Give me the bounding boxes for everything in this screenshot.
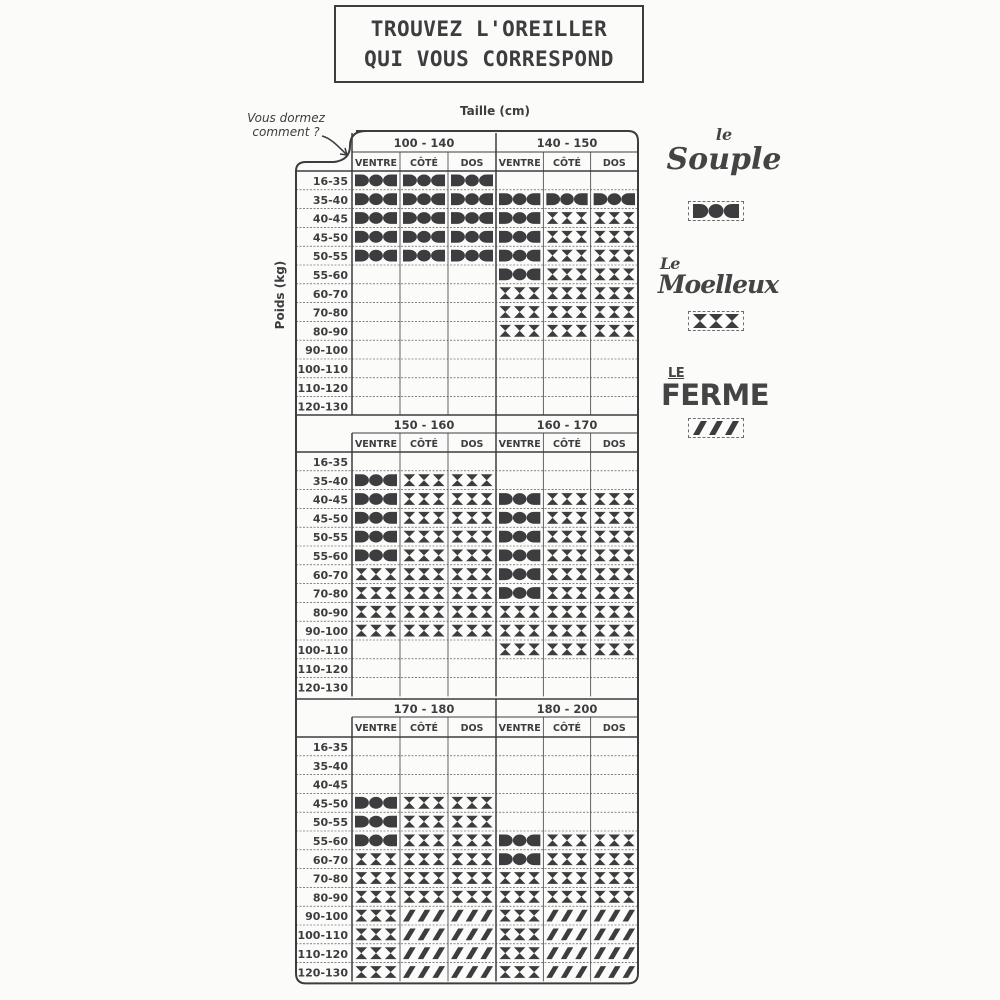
hourglass-pattern-icon <box>500 947 540 959</box>
height-range-label: 150 - 160 <box>393 418 455 432</box>
hourglass-pattern-icon <box>500 929 540 941</box>
hourglass-pattern-icon <box>594 212 634 224</box>
hourglass-pattern-icon <box>547 606 587 618</box>
weight-label: 35-40 <box>312 193 348 207</box>
semicircle-pattern-icon <box>451 193 493 205</box>
semicircle-pattern-icon <box>499 587 540 599</box>
hourglass-pattern-icon <box>547 269 587 281</box>
weight-label: 80-90 <box>312 891 348 905</box>
semicircle-pattern-icon <box>451 231 493 243</box>
hourglass-pattern-icon <box>594 269 634 281</box>
weight-label: 60-70 <box>312 287 348 301</box>
hourglass-pattern-icon <box>594 606 634 618</box>
diagonal-stripes-pattern-icon <box>403 929 445 941</box>
weight-label: 120-130 <box>297 681 348 695</box>
hourglass-pattern-icon <box>452 816 493 828</box>
semicircle-pattern-icon <box>355 193 397 205</box>
weight-label: 35-40 <box>312 474 348 488</box>
hourglass-pattern-icon <box>547 891 587 903</box>
semicircle-pattern-icon <box>355 474 397 486</box>
semicircle-pattern-icon <box>355 550 397 562</box>
hourglass-pattern-icon <box>356 872 397 884</box>
diagonal-stripes-pattern-icon <box>689 419 743 437</box>
semicircle-pattern-icon <box>355 531 397 543</box>
semicircle-pattern-icon <box>451 250 493 262</box>
hourglass-pattern-icon <box>547 306 587 318</box>
weight-label: 55-60 <box>312 835 348 848</box>
position-label: CÔTÉ <box>552 723 582 734</box>
height-axis-label: Taille (cm) <box>460 104 530 118</box>
legend-moelleux-prefix: Le <box>660 254 680 273</box>
legend-souple-prefix: le <box>715 125 733 144</box>
weight-label: 55-60 <box>312 550 348 563</box>
weight-label: 90-100 <box>305 344 348 358</box>
semicircle-pattern-icon <box>499 269 540 281</box>
hourglass-pattern-icon <box>594 325 634 337</box>
diagonal-stripes-pattern-icon <box>594 947 635 959</box>
hint-line-1: Vous dormez <box>247 111 325 125</box>
semicircle-pattern-icon <box>403 193 445 205</box>
hourglass-pattern-icon <box>404 853 445 865</box>
hourglass-pattern-icon <box>547 250 587 262</box>
diagonal-stripes-pattern-icon <box>451 966 493 978</box>
position-label: DOS <box>602 158 626 169</box>
hourglass-pattern-icon <box>452 531 493 543</box>
hourglass-pattern-icon <box>452 606 493 618</box>
hourglass-pattern-icon <box>500 306 540 318</box>
semicircle-pattern-icon <box>355 512 397 524</box>
hourglass-pattern-icon <box>594 550 634 562</box>
semicircle-pattern-icon <box>403 175 445 187</box>
diagonal-stripes-pattern-icon <box>546 947 587 959</box>
semicircle-pattern-icon <box>355 816 397 828</box>
hourglass-pattern-icon <box>452 835 493 847</box>
hourglass-pattern-icon <box>547 625 587 637</box>
hourglass-pattern-icon <box>404 797 445 809</box>
semicircle-pattern-icon <box>355 231 397 243</box>
legend-ferme-prefix: LE <box>668 366 685 381</box>
title-line-1: TROUVEZ L'OREILLER <box>370 17 608 41</box>
weight-label: 16-35 <box>312 456 348 469</box>
hourglass-pattern-icon <box>547 531 587 543</box>
diagonal-stripes-pattern-icon <box>546 910 587 922</box>
weight-label: 70-80 <box>312 872 348 886</box>
hourglass-pattern-icon <box>547 568 587 580</box>
hourglass-pattern-icon <box>452 550 493 562</box>
position-label: VENTRE <box>354 723 398 734</box>
weight-label: 40-45 <box>312 212 348 226</box>
hourglass-pattern-icon <box>404 891 445 903</box>
diagonal-stripes-pattern-icon <box>594 966 635 978</box>
weight-label: 45-50 <box>312 797 348 811</box>
height-range-label: 180 - 200 <box>536 702 598 716</box>
hourglass-pattern-icon <box>452 797 493 809</box>
position-label: VENTRE <box>498 723 541 734</box>
position-label: DOS <box>460 439 484 450</box>
hourglass-pattern-icon <box>594 891 634 903</box>
hourglass-pattern-icon <box>594 587 634 599</box>
hourglass-pattern-icon <box>500 910 540 922</box>
weight-label: 40-45 <box>312 778 348 792</box>
hourglass-pattern-icon <box>500 625 540 637</box>
weight-label: 90-100 <box>305 910 348 924</box>
position-label: CÔTÉ <box>409 439 439 450</box>
hourglass-pattern-icon <box>594 644 634 656</box>
weight-label: 60-70 <box>312 853 348 867</box>
semicircle-pattern-icon <box>499 250 540 262</box>
hourglass-pattern-icon <box>594 231 634 243</box>
hourglass-pattern-icon <box>404 835 445 847</box>
legend-moelleux-swatch <box>688 311 744 331</box>
hourglass-pattern-icon <box>547 587 587 599</box>
position-label: CÔTÉ <box>552 439 582 450</box>
hourglass-pattern-icon <box>594 625 634 637</box>
position-label: VENTRE <box>498 439 541 450</box>
hourglass-pattern-icon <box>500 606 540 618</box>
weight-label: 70-80 <box>312 306 348 320</box>
hourglass-pattern-icon <box>356 947 397 959</box>
diagonal-stripes-pattern-icon <box>594 910 635 922</box>
hourglass-pattern-icon <box>594 306 634 318</box>
hourglass-pattern-icon <box>404 872 445 884</box>
hourglass-pattern-icon <box>356 966 397 978</box>
weight-axis-label: Poids (kg) <box>273 260 287 330</box>
weight-label: 35-40 <box>312 759 348 773</box>
hourglass-pattern-icon <box>356 910 397 922</box>
legend-souple-swatch <box>688 201 744 221</box>
weight-label: 90-100 <box>305 625 348 639</box>
legend-ferme-name: FERME <box>660 378 770 412</box>
hourglass-pattern-icon <box>404 531 445 543</box>
hourglass-pattern-icon <box>594 287 634 299</box>
semicircle-pattern-icon <box>499 512 540 524</box>
legend-moelleux-name: Moelleux <box>657 270 779 299</box>
position-label: CÔTÉ <box>409 723 439 734</box>
hourglass-pattern-icon <box>356 929 397 941</box>
weight-label: 16-35 <box>312 741 348 754</box>
hourglass-pattern-icon <box>547 853 587 865</box>
weight-label: 110-120 <box>297 662 348 676</box>
hourglass-pattern-icon <box>500 644 540 656</box>
semicircle-pattern-icon <box>499 193 540 205</box>
position-label: CÔTÉ <box>409 158 439 169</box>
hourglass-pattern-icon <box>500 872 540 884</box>
hourglass-pattern-icon <box>404 606 445 618</box>
hourglass-pattern-icon <box>547 872 587 884</box>
hourglass-pattern-icon <box>500 287 540 299</box>
semicircle-pattern-icon <box>546 193 587 205</box>
hourglass-pattern-icon <box>404 816 445 828</box>
hourglass-pattern-icon <box>500 966 540 978</box>
diagonal-stripes-pattern-icon <box>403 947 445 959</box>
semicircle-pattern-icon <box>451 175 493 187</box>
diagonal-stripes-pattern-icon <box>451 947 493 959</box>
height-range-label: 160 - 170 <box>536 418 598 432</box>
weight-label: 120-130 <box>297 400 348 414</box>
weight-label: 45-50 <box>312 512 348 526</box>
weight-label: 80-90 <box>312 325 348 339</box>
legend-moelleux-label <box>656 254 780 299</box>
hourglass-pattern-icon <box>356 891 397 903</box>
semicircle-pattern-icon <box>499 531 540 543</box>
hourglass-pattern-icon <box>594 853 634 865</box>
semicircle-pattern-icon <box>403 231 445 243</box>
diagonal-stripes-pattern-icon <box>403 966 445 978</box>
semicircle-pattern-icon <box>499 212 540 224</box>
semicircle-pattern-icon <box>355 175 397 187</box>
semicircle-pattern-icon <box>451 212 493 224</box>
position-label: DOS <box>460 723 484 734</box>
hourglass-pattern-icon <box>404 493 445 505</box>
hourglass-pattern-icon <box>452 568 493 580</box>
diagonal-stripes-pattern-icon <box>546 929 587 941</box>
semicircle-pattern-icon <box>499 835 540 847</box>
weight-label: 60-70 <box>312 568 348 582</box>
hourglass-pattern-icon <box>356 568 397 580</box>
legend-souple-name: Souple <box>666 142 782 177</box>
semicircle-pattern-icon <box>355 797 397 809</box>
semicircle-pattern-icon <box>355 835 397 847</box>
hourglass-pattern-icon <box>547 644 587 656</box>
semicircle-pattern-icon <box>403 212 445 224</box>
height-range-label: 140 - 150 <box>536 136 598 150</box>
semicircle-pattern-icon <box>594 193 635 205</box>
hourglass-pattern-icon <box>452 512 493 524</box>
weight-label: 70-80 <box>312 587 348 601</box>
hourglass-pattern-icon <box>594 493 634 505</box>
weight-label: 100-110 <box>297 929 348 942</box>
weight-label: 110-120 <box>297 381 348 395</box>
weight-label: 55-60 <box>312 269 348 282</box>
position-label: VENTRE <box>354 158 398 169</box>
hourglass-pattern-icon <box>404 550 445 562</box>
weight-label: 40-45 <box>312 493 348 507</box>
semicircle-pattern-icon <box>355 250 397 262</box>
semicircle-pattern-icon <box>499 231 540 243</box>
hint-line-2: comment ? <box>252 125 320 139</box>
hourglass-pattern-icon <box>594 872 634 884</box>
position-label: VENTRE <box>498 158 541 169</box>
height-range-label: 170 - 180 <box>393 702 455 716</box>
hourglass-pattern-icon <box>547 512 587 524</box>
hourglass-pattern-icon <box>500 325 540 337</box>
diagonal-stripes-pattern-icon <box>451 910 493 922</box>
hourglass-pattern-icon <box>594 512 634 524</box>
hourglass-pattern-icon <box>547 325 587 337</box>
weight-label: 110-120 <box>297 947 348 961</box>
hourglass-pattern-icon <box>452 891 493 903</box>
hourglass-pattern-icon <box>356 625 397 637</box>
hourglass-pattern-icon <box>404 474 445 486</box>
weight-label: 100-110 <box>297 363 348 376</box>
hourglass-pattern-icon <box>452 872 493 884</box>
hourglass-pattern-icon <box>356 853 397 865</box>
diagonal-stripes-pattern-icon <box>403 910 445 922</box>
hourglass-pattern-icon <box>404 587 445 599</box>
weight-label: 80-90 <box>312 606 348 620</box>
hourglass-pattern-icon <box>404 625 445 637</box>
weight-label: 120-130 <box>297 966 348 980</box>
hourglass-pattern-icon <box>547 493 587 505</box>
title-line-2: QUI VOUS CORRESPOND <box>364 47 614 71</box>
semicircle-pattern-icon <box>499 853 540 865</box>
semicircle-pattern-icon <box>403 250 445 262</box>
diagonal-stripes-pattern-icon <box>546 966 587 978</box>
weight-label: 16-35 <box>312 175 348 188</box>
hourglass-pattern-icon <box>689 312 743 330</box>
hourglass-pattern-icon <box>547 835 587 847</box>
semicircle-pattern-icon <box>499 493 540 505</box>
hourglass-pattern-icon <box>452 493 493 505</box>
semicircle-pattern-icon <box>355 212 397 224</box>
weight-label: 45-50 <box>312 231 348 245</box>
hourglass-pattern-icon <box>356 606 397 618</box>
semicircle-pattern-icon <box>499 550 540 562</box>
weight-label: 50-55 <box>312 531 348 545</box>
hourglass-pattern-icon <box>452 587 493 599</box>
hourglass-pattern-icon <box>547 212 587 224</box>
hourglass-pattern-icon <box>594 531 634 543</box>
hourglass-pattern-icon <box>547 287 587 299</box>
hourglass-pattern-icon <box>500 891 540 903</box>
hourglass-pattern-icon <box>547 550 587 562</box>
hourglass-pattern-icon <box>452 853 493 865</box>
position-label: DOS <box>602 723 626 734</box>
weight-label: 50-55 <box>312 250 348 264</box>
hourglass-pattern-icon <box>547 231 587 243</box>
hourglass-pattern-icon <box>404 512 445 524</box>
weight-label: 50-55 <box>312 816 348 830</box>
weight-label: 100-110 <box>297 644 348 657</box>
position-label: DOS <box>460 158 484 169</box>
legend-ferme-swatch <box>688 418 744 438</box>
position-label: CÔTÉ <box>552 158 582 169</box>
height-range-label: 100 - 140 <box>393 136 455 150</box>
hourglass-pattern-icon <box>404 568 445 580</box>
semicircle-pattern-icon <box>689 202 743 220</box>
position-label: VENTRE <box>354 439 398 450</box>
hourglass-pattern-icon <box>452 625 493 637</box>
hourglass-pattern-icon <box>594 835 634 847</box>
hourglass-pattern-icon <box>594 568 634 580</box>
position-label: DOS <box>602 439 626 450</box>
legend-ferme-label <box>660 366 770 412</box>
diagonal-stripes-pattern-icon <box>451 929 493 941</box>
hourglass-pattern-icon <box>452 474 493 486</box>
hourglass-pattern-icon <box>356 587 397 599</box>
hourglass-pattern-icon <box>594 250 634 262</box>
legend-souple-label <box>664 125 784 177</box>
semicircle-pattern-icon <box>499 568 540 580</box>
diagonal-stripes-pattern-icon <box>594 929 635 941</box>
semicircle-pattern-icon <box>355 493 397 505</box>
